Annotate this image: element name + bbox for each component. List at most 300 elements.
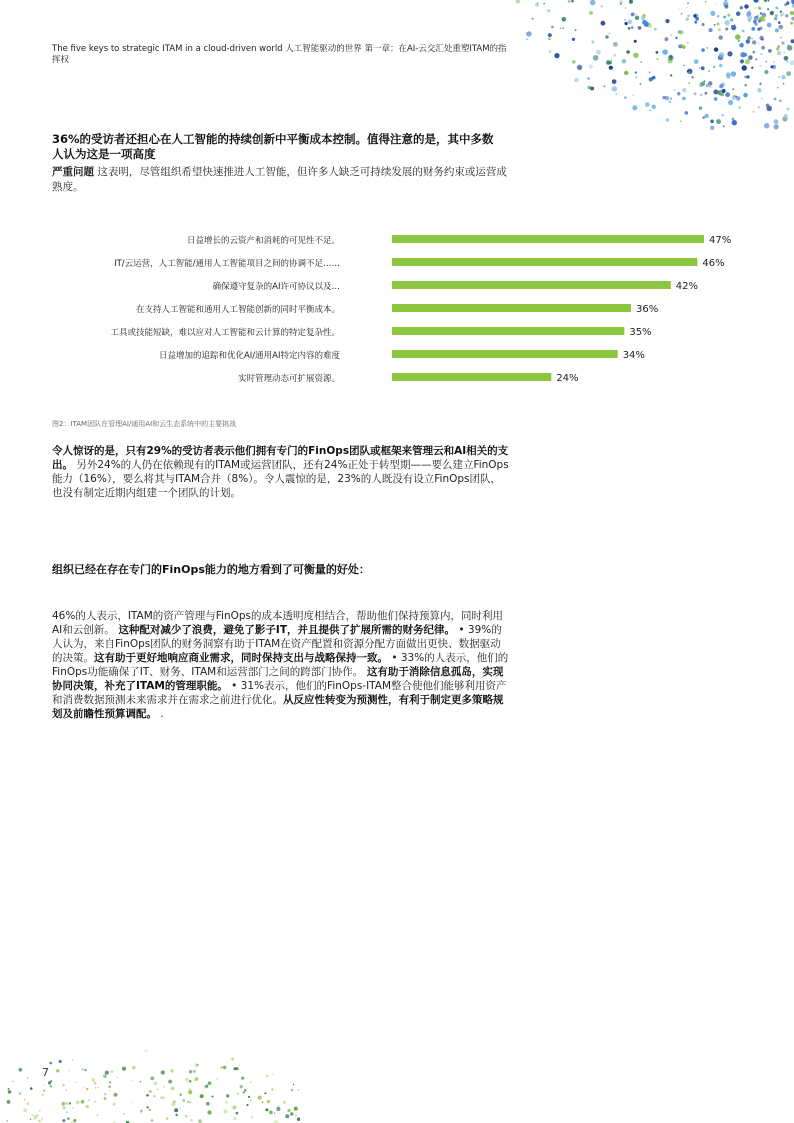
decorative-dot <box>189 1070 192 1073</box>
decorative-dot <box>725 20 730 25</box>
chart-bar <box>392 281 671 289</box>
decorative-dot <box>114 1093 118 1097</box>
decorative-dot <box>725 5 729 9</box>
decorative-dot <box>775 28 779 32</box>
decorative-dot-swirl-bottom <box>0 1050 300 1123</box>
decorative-dot <box>48 1081 51 1084</box>
decorative-dot <box>173 1100 176 1103</box>
decorative-dot <box>787 108 790 111</box>
decorative-dot <box>601 21 606 26</box>
intro-paragraph <box>52 165 507 195</box>
decorative-dot <box>680 120 682 122</box>
decorative-dot <box>642 20 647 25</box>
decorative-dot <box>665 19 669 23</box>
decorative-dot <box>61 1102 65 1106</box>
decorative-dot <box>760 17 765 22</box>
decorative-dot <box>551 26 554 29</box>
decorative-dot <box>72 1059 73 1060</box>
decorative-dot <box>65 1102 69 1106</box>
decorative-dot <box>713 90 718 95</box>
decorative-dot <box>63 1106 66 1109</box>
decorative-dot <box>153 1095 156 1098</box>
decorative-dot <box>283 1101 286 1104</box>
decorative-dot <box>641 16 645 20</box>
decorative-dot <box>662 96 666 100</box>
decorative-dot <box>233 1117 236 1120</box>
decorative-dot <box>694 21 697 24</box>
challenges-bar-chart <box>40 226 760 394</box>
decorative-dot <box>759 36 763 40</box>
decorative-dot <box>662 49 668 55</box>
decorative-dot <box>66 1111 68 1113</box>
decorative-dot <box>640 83 642 85</box>
decorative-dot <box>742 30 745 33</box>
decorative-dot <box>535 3 539 7</box>
decorative-dot <box>104 1097 107 1100</box>
decorative-dot <box>784 56 789 61</box>
decorative-dot <box>568 0 571 3</box>
decorative-dot <box>526 31 531 36</box>
decorative-dot <box>738 40 740 42</box>
decorative-dot <box>108 1086 110 1088</box>
decorative-dot <box>705 1 707 3</box>
decorative-dot <box>739 43 744 48</box>
decorative-dot <box>718 90 723 95</box>
decorative-dot <box>771 65 774 68</box>
decorative-dot <box>735 96 737 98</box>
benefit-39-bold: 这有助于更好地响应商业需求，同时保持支出与战略保持一致。 <box>94 652 388 664</box>
decorative-dot <box>699 67 700 68</box>
decorative-dot <box>760 65 762 67</box>
decorative-dot <box>649 71 651 73</box>
decorative-dot <box>285 1114 289 1118</box>
decorative-dot <box>714 97 718 101</box>
decorative-dot <box>104 1093 107 1096</box>
decorative-dot <box>295 1106 297 1108</box>
decorative-dot <box>762 13 767 18</box>
decorative-dot <box>295 1114 297 1116</box>
decorative-dot <box>171 1087 175 1091</box>
decorative-dot <box>758 7 761 10</box>
decorative-dot <box>727 14 730 17</box>
figure-caption: 图2：ITAM团队在管理AI/通用AI和云生态系统中的主要挑战 <box>52 420 237 428</box>
decorative-dot <box>717 23 720 26</box>
decorative-dot <box>574 80 575 81</box>
decorative-dot <box>665 96 669 100</box>
decorative-dot <box>761 46 765 50</box>
decorative-dot <box>716 4 717 5</box>
decorative-dot <box>764 123 770 129</box>
decorative-dot <box>777 51 781 55</box>
chart-category-label: 日益增长的云资产和消耗的可见性不足。 <box>186 236 340 246</box>
decorative-dot <box>62 1119 65 1122</box>
decorative-dot <box>42 1094 44 1096</box>
decorative-dot <box>81 1100 84 1103</box>
decorative-dot <box>634 40 637 43</box>
decorative-dot <box>783 83 785 85</box>
decorative-dot <box>624 96 627 99</box>
decorative-dot <box>147 1106 149 1108</box>
decorative-dot <box>759 8 761 10</box>
decorative-dot <box>105 1071 109 1075</box>
decorative-dot <box>770 11 773 14</box>
decorative-dot <box>609 66 613 70</box>
decorative-dot <box>63 1084 65 1086</box>
decorative-dot <box>212 1096 214 1098</box>
decorative-dot <box>669 100 672 103</box>
decorative-dot <box>185 1078 189 1082</box>
decorative-dot <box>786 60 788 62</box>
decorative-dot <box>266 1075 268 1077</box>
decorative-dot <box>631 13 635 17</box>
decorative-dot <box>682 88 687 93</box>
decorative-dot <box>141 1111 142 1112</box>
decorative-dot <box>755 23 758 26</box>
decorative-dot <box>596 50 601 55</box>
decorative-dot <box>548 33 552 37</box>
decorative-dot <box>734 24 735 25</box>
decorative-dot <box>645 102 650 107</box>
decorative-dot <box>785 14 788 17</box>
decorative-dot <box>745 59 750 64</box>
decorative-dot <box>693 14 696 17</box>
decorative-dot <box>760 12 763 15</box>
decorative-dot <box>764 70 768 74</box>
decorative-dot <box>784 3 787 6</box>
decorative-dot <box>747 11 752 16</box>
decorative-dot <box>669 55 672 58</box>
decorative-dot <box>755 8 756 9</box>
decorative-dot <box>293 1084 294 1085</box>
chart-bar <box>392 327 624 335</box>
decorative-dot <box>269 1111 273 1115</box>
decorative-dot <box>262 1101 263 1102</box>
decorative-dot <box>243 1091 245 1093</box>
decorative-dot <box>123 1113 125 1115</box>
decorative-dot <box>203 1085 207 1089</box>
decorative-dot <box>287 1109 290 1112</box>
decorative-dot <box>209 1113 211 1115</box>
finops-paragraph <box>52 444 510 500</box>
benefits-paragraph <box>52 609 510 721</box>
decorative-dot <box>694 59 699 64</box>
decorative-dot <box>234 1067 237 1070</box>
decorative-dot <box>665 37 669 41</box>
decorative-dot <box>251 1116 253 1118</box>
decorative-dot <box>590 87 594 91</box>
decorative-dot <box>649 109 651 111</box>
decorative-dot <box>732 96 736 100</box>
decorative-dot <box>656 51 659 54</box>
decorative-dot <box>189 1101 192 1104</box>
decorative-dot <box>757 28 760 31</box>
decorative-dot <box>163 1086 164 1087</box>
decorative-dot <box>647 23 652 28</box>
decorative-dot <box>781 15 783 17</box>
decorative-dot <box>671 35 672 36</box>
decorative-dot <box>49 1062 52 1065</box>
decorative-dot <box>241 1077 244 1080</box>
decorative-dot <box>50 1085 53 1088</box>
benefit-33-bold: 这有助于消除信息孤岛，实现协同决策，补充了ITAM的管理职能。 <box>52 666 504 692</box>
decorative-dot <box>236 1112 239 1115</box>
decorative-dot <box>149 1109 151 1111</box>
decorative-dot <box>748 18 751 21</box>
decorative-dot <box>69 1102 71 1104</box>
decorative-dot <box>33 1119 34 1120</box>
decorative-dot <box>94 1082 97 1085</box>
decorative-dot <box>786 1 789 4</box>
decorative-dot <box>225 1101 228 1104</box>
decorative-dot <box>548 38 550 40</box>
decorative-dot <box>654 28 657 31</box>
decorative-dot <box>747 16 752 21</box>
decorative-dot <box>12 1081 13 1082</box>
decorative-dot <box>759 83 761 85</box>
decorative-dot <box>751 27 755 31</box>
decorative-dot <box>779 100 781 102</box>
decorative-dot <box>757 88 761 92</box>
decorative-dot <box>206 1102 210 1106</box>
decorative-dot <box>236 1067 239 1070</box>
decorative-dot <box>572 38 575 41</box>
decorative-dot <box>670 98 672 100</box>
benefit-33-text: • 33%的人表示，他们的FinOps功能确保了IT、财务、ITAM和运营部门之间的跨部门协作。 <box>52 652 509 678</box>
decorative-dot <box>759 16 764 21</box>
decorative-dot <box>677 92 680 95</box>
decorative-dot <box>751 38 752 39</box>
decorative-dot <box>626 50 630 54</box>
decorative-dot <box>685 111 689 115</box>
decorative-dot <box>791 39 794 43</box>
decorative-dot <box>628 27 631 30</box>
decorative-dot <box>771 67 773 69</box>
decorative-dot <box>774 98 777 101</box>
decorative-dot <box>593 55 599 61</box>
decorative-dot <box>775 7 778 10</box>
decorative-dot <box>226 1094 229 1097</box>
decorative-dot <box>94 1101 96 1103</box>
page-header: The five keys to strategic ITAM in a cloud-driven world 人工智能驱动的世界 第一章：在AI-云交汇处重塑ITAM的指挥权 <box>52 44 507 65</box>
decorative-dot <box>560 28 562 30</box>
decorative-dot <box>746 12 751 17</box>
decorative-dot <box>766 104 769 107</box>
decorative-dot <box>162 1096 165 1099</box>
decorative-dot <box>111 1070 114 1073</box>
decorative-dot <box>240 1085 243 1088</box>
decorative-dot <box>187 1101 189 1103</box>
decorative-dot <box>731 71 736 76</box>
decorative-dot <box>732 120 737 125</box>
decorative-dot <box>687 42 688 43</box>
decorative-dot <box>216 1078 218 1080</box>
benefit-46-bold: 这种配对减少了浪费，避免了影子IT，并且提供了扩展所需的财务纪律。 <box>114 624 456 636</box>
decorative-dot <box>605 35 609 39</box>
intro-lead-rest: 这表明，尽管组织希望快速推进人工智能，但许多人缺乏可持续发展的财务约束或运营成熟度。 <box>52 166 507 193</box>
decorative-dot <box>682 45 686 49</box>
decorative-dot <box>223 1066 227 1070</box>
decorative-dot <box>620 0 623 3</box>
decorative-dot <box>714 47 718 51</box>
decorative-dot <box>516 0 520 3</box>
decorative-dot <box>170 1069 173 1072</box>
decorative-dot <box>744 76 747 79</box>
decorative-dot <box>174 1108 178 1112</box>
decorative-dot <box>613 42 618 47</box>
decorative-dot <box>753 51 756 54</box>
decorative-dot <box>632 105 637 110</box>
decorative-dot <box>782 116 787 121</box>
decorative-dot <box>635 13 637 15</box>
finops-paragraph-rest: 另外24%的人仍在依赖现有的ITAM或运营团队，还有24%正处于转型期——要么建立FinOps能力（16%），要么将其与ITAM合并（8%）。令人震惊的是，23%的人既没有设立FinOps团队，也没有制定近期内组建一个团队的计划。 <box>52 459 509 499</box>
decorative-dot <box>694 13 699 18</box>
decorative-dot <box>723 16 726 19</box>
decorative-dot <box>590 0 595 5</box>
decorative-dot <box>761 54 762 55</box>
decorative-dot <box>683 65 685 67</box>
decorative-dot <box>24 1099 25 1100</box>
decorative-dot <box>759 27 762 30</box>
decorative-dot <box>611 60 613 62</box>
chart-value-label: 36% <box>635 304 659 315</box>
decorative-dot <box>175 1114 177 1116</box>
decorative-dot <box>687 15 690 18</box>
decorative-dot <box>571 0 574 2</box>
decorative-dot <box>718 55 723 60</box>
decorative-dot <box>197 1064 199 1066</box>
decorative-dot <box>758 106 760 108</box>
decorative-dot <box>678 30 681 33</box>
decorative-dot <box>575 29 577 31</box>
decorative-dot <box>765 61 767 63</box>
benefit-31-text: • 31%表示，他们的FinOps-ITAM整合使他们能够利用资产和消费数据预测未来需求并在需求之前进行优化。 <box>52 680 507 706</box>
decorative-dot <box>772 65 776 69</box>
decorative-dot <box>606 60 611 65</box>
decorative-dot <box>589 11 593 15</box>
decorative-dot <box>710 126 714 130</box>
decorative-dot <box>180 1094 182 1096</box>
decorative-dot <box>244 1089 247 1092</box>
decorative-dot <box>549 50 552 53</box>
decorative-dot <box>97 1115 98 1116</box>
chart-value-label: 46% <box>702 258 725 269</box>
decorative-dot <box>75 1081 77 1083</box>
decorative-dot <box>30 1087 33 1090</box>
decorative-dot <box>699 106 702 109</box>
chart-category-label: 工具或技能短缺，难以应对人工智能和云计算的特定复杂性。 <box>110 328 340 338</box>
decorative-dot <box>768 49 772 53</box>
decorative-dot <box>777 45 780 48</box>
decorative-dot <box>588 86 591 89</box>
decorative-dot <box>69 1066 70 1067</box>
chart-value-label: 24% <box>556 373 579 384</box>
decorative-dot <box>761 98 763 100</box>
decorative-dot <box>679 30 683 34</box>
decorative-dot <box>675 37 677 39</box>
decorative-dot <box>716 119 721 124</box>
decorative-dot <box>591 40 594 43</box>
decorative-dot <box>687 69 692 74</box>
decorative-dot <box>625 22 628 25</box>
decorative-dot <box>7 1120 8 1121</box>
decorative-dot <box>781 12 785 16</box>
decorative-dot <box>694 92 697 95</box>
decorative-dot <box>624 19 626 21</box>
decorative-dot <box>554 53 559 58</box>
decorative-dot <box>30 1119 31 1120</box>
decorative-dot <box>719 35 723 39</box>
decorative-dot <box>710 120 714 124</box>
decorative-dot <box>622 59 626 63</box>
decorative-dot <box>776 47 779 50</box>
decorative-dot <box>88 1100 89 1101</box>
decorative-dot <box>122 1067 126 1071</box>
decorative-dot <box>298 1089 299 1090</box>
decorative-dot <box>635 76 637 78</box>
decorative-dot <box>572 60 576 64</box>
decorative-dot <box>166 1118 168 1120</box>
decorative-dot <box>781 75 785 79</box>
decorative-dot <box>132 1080 134 1082</box>
decorative-dot <box>41 1118 43 1120</box>
decorative-dot <box>722 114 724 116</box>
decorative-dot <box>608 32 610 34</box>
decorative-dot <box>8 1090 12 1094</box>
decorative-dot <box>34 1115 38 1119</box>
chart-bar <box>392 258 697 266</box>
decorative-dot <box>689 82 690 83</box>
decorative-dot <box>109 1081 111 1083</box>
decorative-dot <box>294 1107 298 1111</box>
decorative-dot <box>668 55 674 61</box>
decorative-dot <box>701 66 705 70</box>
decorative-dot <box>274 1113 275 1114</box>
decorative-dot <box>160 1097 162 1099</box>
intro-heading: 36%的受访者还担心在人工智能的持续创新中平衡成本控制。值得注意的是，其中多数人认为这是一项高度 <box>52 132 494 161</box>
decorative-dot <box>736 11 741 16</box>
decorative-dot <box>171 1102 175 1106</box>
decorative-dot <box>562 17 567 22</box>
decorative-dot <box>756 16 758 18</box>
decorative-dot <box>719 64 722 67</box>
decorative-dot <box>151 1119 153 1121</box>
decorative-dot <box>746 75 749 78</box>
decorative-dot <box>714 24 716 26</box>
decorative-dot <box>756 0 761 3</box>
decorative-dot <box>277 1105 280 1108</box>
decorative-dot <box>725 28 728 31</box>
decorative-dot <box>37 1114 39 1116</box>
decorative-dot <box>742 53 746 57</box>
decorative-dot <box>721 83 725 87</box>
decorative-dot <box>733 95 735 97</box>
decorative-dot <box>146 1094 149 1097</box>
decorative-dot <box>38 1120 40 1122</box>
intro-lead-bold: 严重问题 <box>52 166 94 178</box>
decorative-dot <box>72 1107 74 1109</box>
decorative-dot <box>752 111 754 113</box>
decorative-dot <box>635 16 639 20</box>
decorative-dot <box>717 15 719 17</box>
decorative-dot <box>140 1081 141 1082</box>
decorative-dot <box>109 1090 110 1091</box>
decorative-dot <box>678 45 682 49</box>
chart-value-label: 34% <box>622 350 645 361</box>
decorative-dot <box>624 71 628 75</box>
decorative-dot <box>140 1110 142 1112</box>
decorative-dot <box>751 67 753 69</box>
decorative-dot <box>181 1093 182 1094</box>
